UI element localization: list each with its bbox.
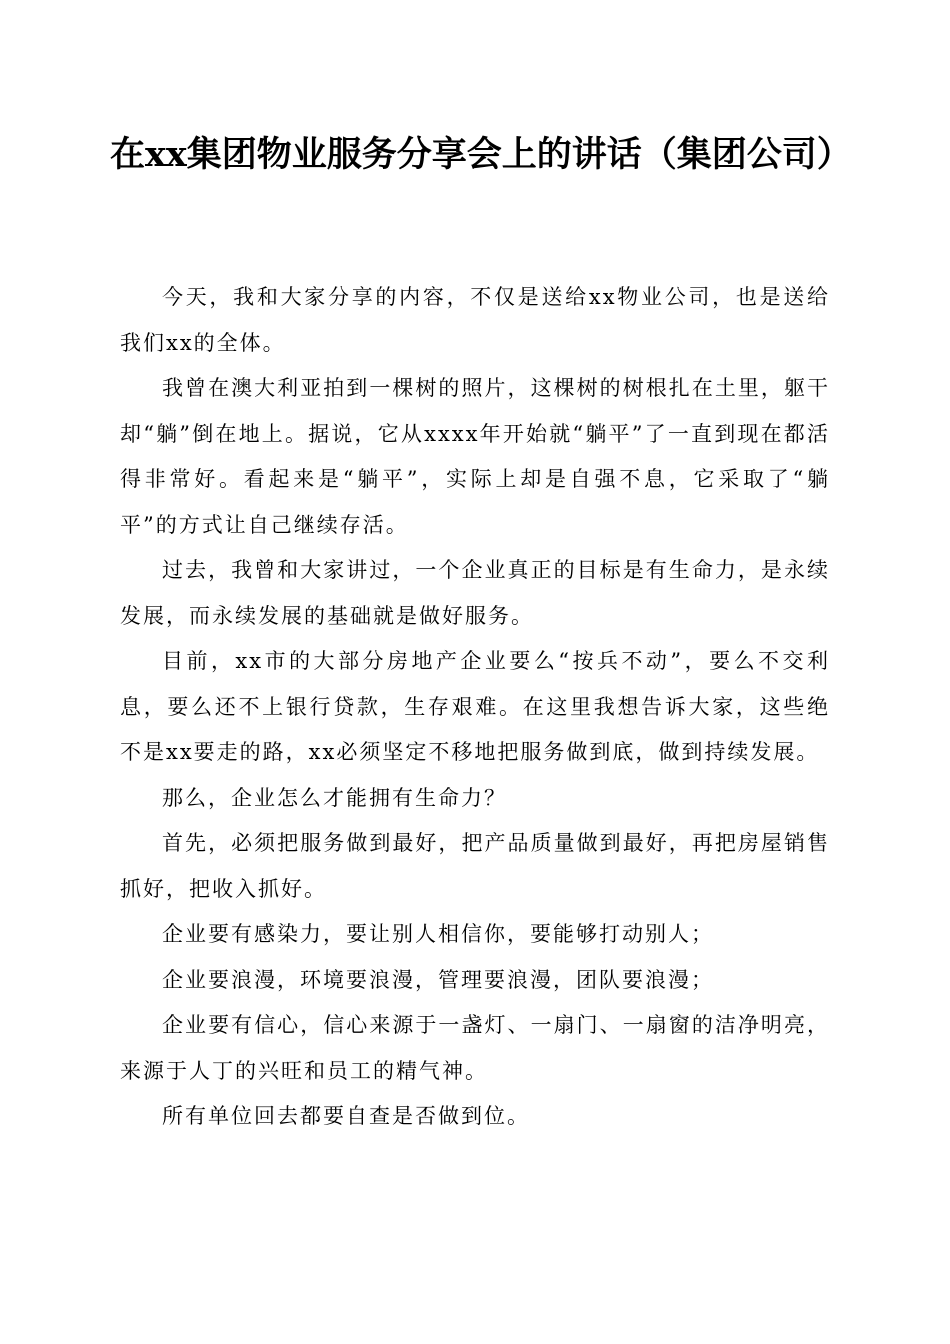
paragraph: 企业要有信心，信心来源于一盏灯、一扇门、一扇窗的洁净明亮，来源于人丁的兴旺和员工的精气神。: [120, 1013, 830, 1083]
paragraph: 那么，企业怎么才能拥有生命力？: [162, 785, 507, 810]
paragraph: 企业要浪漫，环境要浪漫，管理要浪漫，团队要浪漫；: [162, 967, 714, 992]
paragraph: 所有单位回去都要自查是否做到位。: [162, 1104, 530, 1128]
paragraph: 今天，我和大家分享的内容，不仅是送给xx物业公司，也是送给我们xx的全体。: [120, 285, 830, 355]
document-body: [120, 275, 830, 1140]
paragraph: 首先，必须把服务做到最好，把产品质量做到最好，再把房屋销售抓好，把收入抓好。: [120, 831, 830, 901]
document-title: 在xx集团物业服务分享会上的讲话（集团公司）: [110, 134, 852, 175]
paragraph: 目前，xx市的大部分房地产企业要么“按兵不动”，要么不交利息，要么还不上银行贷款，生存艰难。在这里我想告诉大家，这些绝不是xx要走的路，xx必须坚定不移地把服务做到底，做到持续发展。: [120, 649, 830, 764]
paragraph: 企业要有感染力，要让别人相信你，要能够打动别人；: [162, 922, 714, 946]
paragraph: 过去，我曾和大家讲过，一个企业真正的目标是有生命力，是永续发展，而永续发展的基础就是做好服务。: [120, 558, 830, 628]
paragraph: 我曾在澳大利亚拍到一棵树的照片，这棵树的树根扎在土里，躯干却“躺”倒在地上。据说，它从xxxx年开始就“躺平”了一直到现在都活得非常好。看起来是“躺平”，实际上却是自强不息，它采取了“躺平”的方式让自己继续存活。: [120, 376, 830, 537]
